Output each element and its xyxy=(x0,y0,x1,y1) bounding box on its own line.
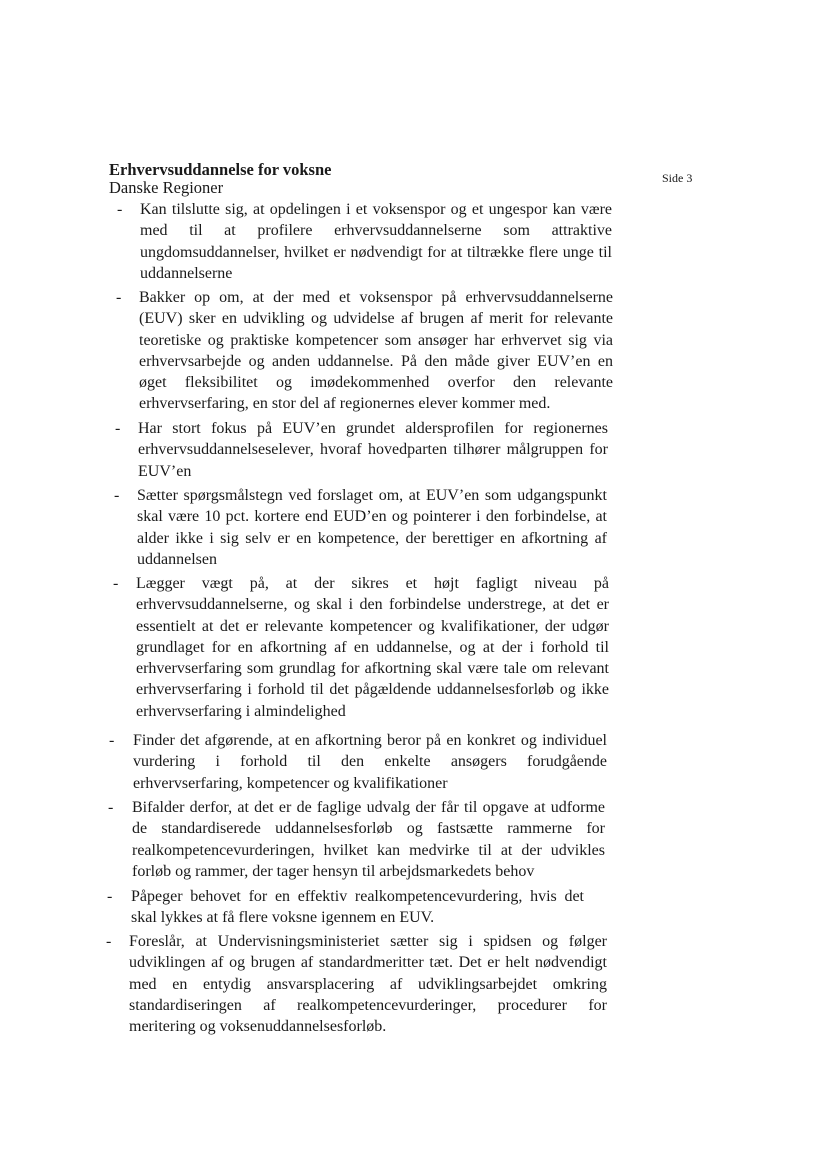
bullet-dash: - xyxy=(114,487,120,504)
bullet-text: Finder det afgørende, at en afkortning beror på en konkret og individuel vurdering i forhold til den enkelte ansøgers forudgående erhvervserfaring, kompetencer og kvalifikationer xyxy=(133,732,607,792)
bullet-text: Foreslår, at Undervisningsministeriet sætter sig i spidsen og følger udviklingen af og brugen af standardmeritter tæt. Det er helt nødvendigt med en entydig ansvarsplacering af udviklingsarbejdet omkring standardiseringen af realkompetencevurderinger, procedurer for meritering og voksenuddannelsesforløb. xyxy=(129,933,607,1036)
document-heading: Erhvervsuddannelse for voksne xyxy=(109,160,332,179)
bullet-dash: - xyxy=(117,201,123,218)
bullet-dash: - xyxy=(108,799,114,816)
bullet-dash: - xyxy=(107,888,113,905)
bullet-text: Har stort fokus på EUV’en grundet aldersprofilen for regionernes erhvervsuddannelseselever, hvoraf hovedparten tilhører målgruppen for EUV’en xyxy=(138,420,608,480)
page-number: Side 3 xyxy=(662,171,693,185)
bullet-dash: - xyxy=(116,289,122,306)
bullet-text: Kan tilslutte sig, at opdelingen i et voksenspor og et ungespor kan være med til at profilere erhvervsuddannelserne som attraktive ungdomsuddannelser, hvilket er nødvendigt for at tiltrække flere unge til uddannelserne xyxy=(140,201,612,282)
bullet-text: Bifalder derfor, at det er de faglige udvalg der får til opgave at udforme de standardiserede uddannelsesforløb og fastsætte rammerne for realkompetencevurderingen, hvilket kan medvirke til at der udvikles forløb og rammer, der tager hensyn til arbejdsmarkedets behov xyxy=(132,799,605,880)
bullet-dash: - xyxy=(113,575,119,592)
bullet-text: Lægger vægt på, at der sikres et højt fagligt niveau på erhvervsuddannelserne, og skal i den forbindelse understrege, at det er essentielt at det er relevante kompetencer og kvalifikationer, der udgør grundlaget for en afkortning af en uddannelse, og at der i forhold til erhvervserfaring som grundlag for afkortning skal være tale om relevant erhvervserfaring i forhold til det pågældende uddannelsesforløb og ikke erhvervserfaring i almindelighed xyxy=(136,575,609,720)
bullet-text: Bakker op om, at der med et voksenspor på erhvervsuddannelserne (EUV) sker en udvikling og udvidelse af brugen af merit for relevante teoretiske og praktiske kompetencer som ansøger har erhvervet sig via erhvervsarbejde og anden uddannelse. På den måde giver EUV’en en øget fleksibilitet og imødekommenhed overfor den relevante erhvervserfaring, en stor del af regionernes elever kommer med. xyxy=(139,289,613,413)
bullet-dash: - xyxy=(115,420,121,437)
bullet-dash: - xyxy=(109,732,115,749)
bullet-text: Sætter spørgsmålstegn ved forslaget om, at EUV’en som udgangspunkt skal være 10 pct. kortere end EUD’en og pointerer i den forbindelse, at alder ikke i sig selv er en kompetence, der berettiger en afkortning af uddannelsen xyxy=(137,487,607,568)
bullet-dash: - xyxy=(106,933,112,950)
bullet-text: Påpeger behovet for en effektiv realkompetencevurdering, hvis det skal lykkes at få flere voksne igennem en EUV. xyxy=(131,888,584,927)
organization-name: Danske Regioner xyxy=(109,178,224,197)
